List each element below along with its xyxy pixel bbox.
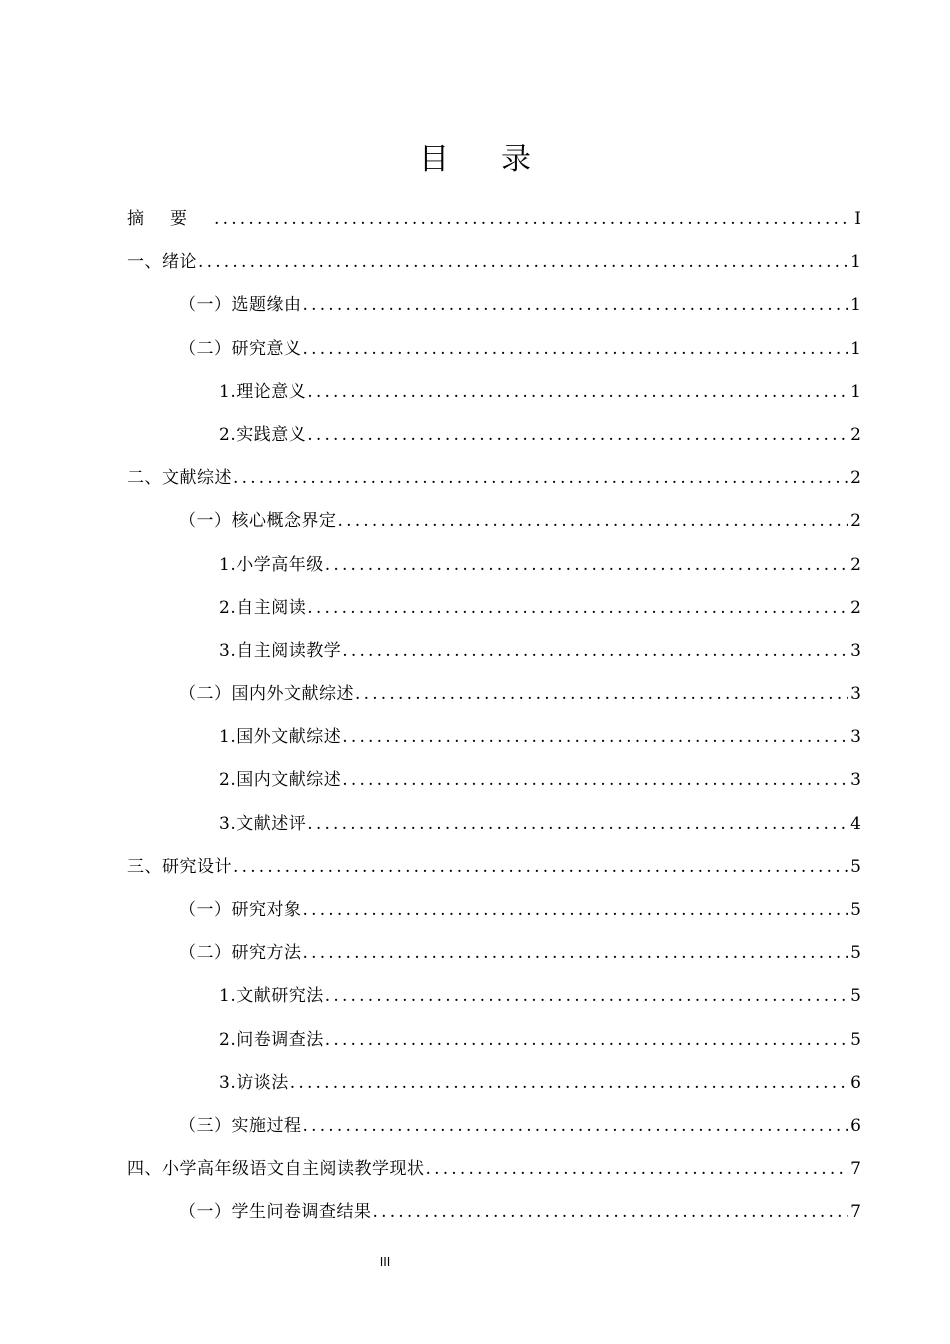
toc-entry-label: 二、文献综述 bbox=[127, 468, 232, 489]
toc-entry-subsection-2-1-3[interactable] bbox=[127, 630, 861, 673]
toc-entry-label: 1.文献研究法 bbox=[219, 986, 324, 1007]
dot-leader bbox=[342, 716, 848, 759]
dot-leader bbox=[342, 759, 848, 802]
toc-entry-page: 2 bbox=[850, 511, 861, 532]
toc-entry-chapter-2[interactable] bbox=[127, 457, 861, 500]
toc-entry-label: 2.国内文献综述 bbox=[219, 770, 342, 791]
dot-leader bbox=[325, 1019, 848, 1062]
toc-entry-label: （三）实施过程 bbox=[179, 1115, 302, 1136]
dot-leader bbox=[303, 1105, 849, 1148]
toc-entry-page: 2 bbox=[850, 554, 861, 575]
toc-entry-page: 3 bbox=[850, 770, 861, 791]
dot-leader bbox=[325, 544, 848, 587]
toc-entry-subsection-2-1-1[interactable] bbox=[127, 544, 861, 587]
toc-entry-chapter-4[interactable] bbox=[127, 1148, 861, 1191]
toc-entry-subsection-3-2-3[interactable] bbox=[127, 1062, 861, 1105]
toc-entry-label: 四、小学高年级语文自主阅读教学现状 bbox=[127, 1159, 425, 1180]
toc-entry-label: （一）研究对象 bbox=[179, 900, 302, 920]
toc-entry-chapter-1[interactable] bbox=[127, 241, 861, 284]
toc-entry-label: 3.自主阅读教学 bbox=[219, 640, 342, 661]
toc-entry-section-3-2[interactable] bbox=[127, 932, 861, 975]
toc-entry-label: 三、研究设计 bbox=[127, 856, 232, 877]
toc-entry-page: 4 bbox=[850, 813, 861, 834]
dot-leader bbox=[307, 371, 848, 414]
dot-leader bbox=[303, 932, 849, 975]
footer-page-number: III bbox=[379, 1255, 391, 1269]
toc-entry-label: 一、绪论 bbox=[127, 252, 197, 273]
toc-entry-label: 1.理论意义 bbox=[219, 381, 307, 402]
dot-leader bbox=[307, 803, 848, 846]
toc-entry-label: （二）研究意义 bbox=[179, 338, 302, 359]
toc-entry-label: 1.国外文献综述 bbox=[219, 727, 342, 748]
dot-leader bbox=[198, 241, 848, 284]
toc-entry-page: 3 bbox=[850, 640, 861, 661]
toc-entry-subsection-2-2-2[interactable] bbox=[127, 759, 861, 802]
toc-entry-page: 6 bbox=[850, 1115, 861, 1136]
toc-entry-subsection-1-2-2[interactable] bbox=[127, 414, 861, 457]
toc-entry-label: 3.文献述评 bbox=[219, 813, 307, 834]
dot-leader bbox=[338, 500, 849, 543]
toc-entry-label: 2.自主阅读 bbox=[219, 597, 307, 618]
toc-entry-label: （一）选题缘由 bbox=[179, 295, 302, 316]
toc-entry-subsection-3-2-1[interactable] bbox=[127, 975, 861, 1018]
toc-entry-label: （二）研究方法 bbox=[179, 943, 302, 964]
toc-entry-page: 5 bbox=[850, 943, 861, 964]
toc-entry-page: 5 bbox=[850, 986, 861, 1007]
toc-entry-page: 7 bbox=[850, 1202, 861, 1223]
toc-entry-section-1-2[interactable] bbox=[127, 328, 861, 371]
toc-entry-section-1-1[interactable] bbox=[127, 284, 861, 327]
dot-leader bbox=[303, 328, 849, 371]
page-title: 目录 bbox=[419, 142, 583, 178]
toc-entry-page: 5 bbox=[850, 1029, 861, 1050]
toc-entry-page: 2 bbox=[850, 597, 861, 618]
toc-entry-subsection-2-2-1[interactable] bbox=[127, 716, 861, 759]
dot-leader bbox=[325, 975, 848, 1018]
dot-leader bbox=[342, 630, 848, 673]
dot-leader bbox=[303, 889, 849, 932]
toc-entry-label: （一）核心概念界定 bbox=[179, 511, 337, 532]
toc-entry-subsection-2-1-2[interactable] bbox=[127, 587, 861, 630]
dot-leader bbox=[233, 846, 848, 889]
toc-entry-subsection-2-2-3[interactable] bbox=[127, 803, 861, 846]
toc-entry-label: （一）学生问卷调查结果 bbox=[179, 1202, 372, 1223]
toc-entry-chapter-3[interactable] bbox=[127, 846, 861, 889]
dot-leader bbox=[214, 198, 849, 241]
toc-entry-label: （二）国内外文献综述 bbox=[179, 684, 354, 705]
toc-entry-label: 2.问卷调查法 bbox=[219, 1029, 324, 1050]
toc-entry-page: 3 bbox=[850, 684, 861, 705]
toc-entry-page: 1 bbox=[850, 252, 861, 273]
dot-leader bbox=[303, 284, 849, 327]
toc-entry-page: 6 bbox=[850, 1072, 861, 1093]
dot-leader bbox=[307, 414, 848, 457]
toc-entry-label: 2.实践意义 bbox=[219, 424, 307, 445]
toc-entry-page: 5 bbox=[850, 900, 861, 920]
dot-leader bbox=[290, 1062, 848, 1105]
toc-entry-page: 1 bbox=[850, 295, 861, 316]
toc-entry-section-2-1[interactable] bbox=[127, 500, 861, 543]
toc-entry-page: I bbox=[854, 209, 861, 229]
toc-entry-section-3-1[interactable] bbox=[127, 889, 861, 932]
table-of-contents bbox=[127, 198, 861, 1235]
toc-entry-page: 1 bbox=[850, 338, 861, 359]
dot-leader bbox=[426, 1148, 849, 1191]
toc-entry-subsection-1-2-1[interactable] bbox=[127, 371, 861, 414]
toc-entry-label: 摘要 bbox=[127, 209, 213, 229]
dot-leader bbox=[307, 587, 848, 630]
toc-entry-section-2-2[interactable] bbox=[127, 673, 861, 716]
toc-entry-label: 1.小学高年级 bbox=[219, 554, 324, 575]
toc-entry-abstract[interactable] bbox=[127, 198, 861, 241]
toc-entry-section-4-1[interactable] bbox=[127, 1191, 861, 1234]
toc-entry-page: 2 bbox=[850, 424, 861, 445]
dot-leader bbox=[355, 673, 848, 716]
toc-entry-page: 7 bbox=[850, 1159, 861, 1180]
toc-entry-page: 1 bbox=[850, 381, 861, 402]
toc-entry-page: 3 bbox=[850, 727, 861, 748]
toc-entry-label: 3.访谈法 bbox=[219, 1072, 289, 1093]
toc-entry-subsection-3-2-2[interactable] bbox=[127, 1019, 861, 1062]
dot-leader bbox=[233, 457, 848, 500]
toc-entry-page: 2 bbox=[850, 468, 861, 489]
toc-entry-section-3-3[interactable] bbox=[127, 1105, 861, 1148]
toc-entry-page: 5 bbox=[850, 856, 861, 877]
dot-leader bbox=[373, 1191, 849, 1234]
